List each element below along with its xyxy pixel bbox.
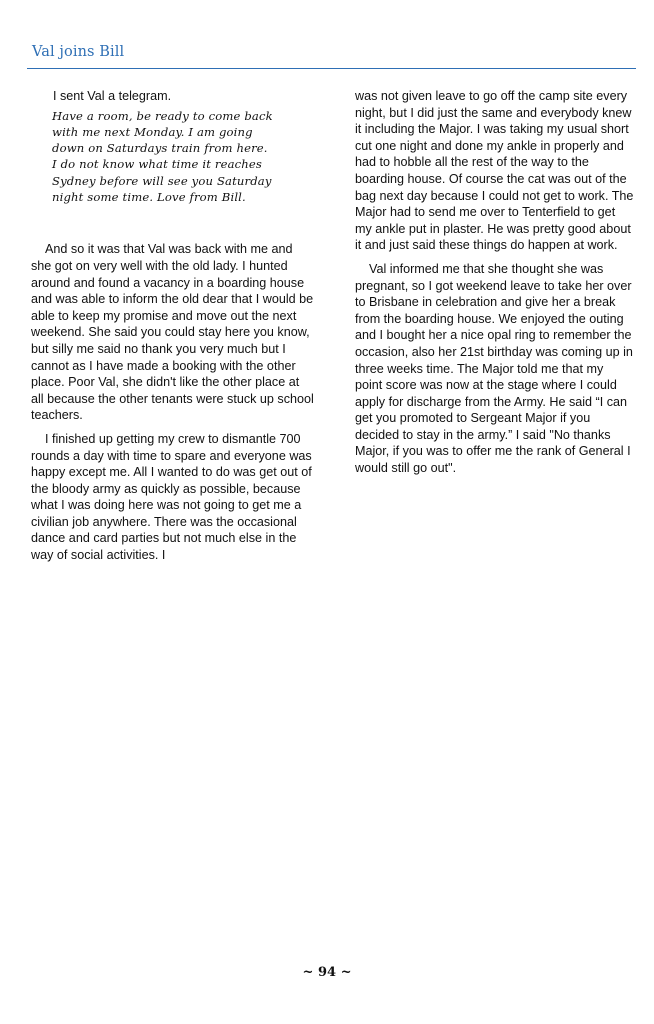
body-paragraph: And so it was that Val was back with me and she got on very well with the old lady. I hunted around and found a vacancy in a boarding house and was able to inform the old dear that I would be able to keep my promise and move out the next weekend. She said you could stay here you know, but silly me said no thank you very much but I cannot as I have made a booking with the other place. Poor Val, she didn't like the other place at all because the other tenants were stuck up school teachers. bbox=[31, 242, 314, 423]
page-number: ~ 94 ~ bbox=[302, 965, 352, 980]
left-column bbox=[31, 88, 315, 571]
running-header bbox=[27, 44, 636, 69]
telegram-text bbox=[52, 108, 315, 206]
right-column bbox=[355, 88, 634, 484]
telegram-line: Have a room, be ready to come back bbox=[52, 108, 273, 123]
telegram-line: I do not know what time it reaches bbox=[52, 157, 263, 172]
body-paragraph: Val informed me that she thought she was pregnant, so I got weekend leave to take her over to Brisbane in celebration and give her a break from the boarding house. We enjoyed the outing and I bought her a nice opal ring to remember the occasion, also her 21st birthday was coming up in three weeks time. The Major told me that my point score was now at the stage where I could apply for discharge from the Army. He said “I can get you promoted to Sergeant Major if you decided to stay in the army.” I said "No thanks Major, if you was to offer me the rank of General I would still go out". bbox=[355, 261, 633, 476]
telegram-intro: I sent Val a telegram. bbox=[53, 89, 172, 103]
telegram-line: with me next Monday. I am going bbox=[52, 124, 253, 139]
telegram-line: Sydney before will see you Saturday bbox=[52, 173, 272, 188]
chapter-title: Val joins Bill bbox=[32, 44, 125, 60]
body-paragraph: I finished up getting my crew to dismantle 700 rounds a day with time to spare and everyone was happy except me. All I wanted to do was get out of the bloody army as quickly as possible, because what I was doing here was not going to get me a civilian job anywhere. There was the occasional dance and card parties but not much else in the way of social activities. I bbox=[31, 431, 312, 563]
body-paragraph: was not given leave to go off the camp site every night, but I did just the same and everybody knew it including the Major. I was taking my usual short cut one night and done my ankle in properly and had to hobble all the rest of the way to the boarding house. Of course the cat was out of the bag next day because I could not get to work. The Major had to send me over to Tenterfield to get my ankle put in plaster. He was pretty good about it and just said these things do happen at work. bbox=[355, 89, 634, 253]
telegram-line: night some time. Love from Bill. bbox=[52, 190, 246, 205]
telegram-line: down on Saturdays train from here. bbox=[52, 141, 268, 156]
